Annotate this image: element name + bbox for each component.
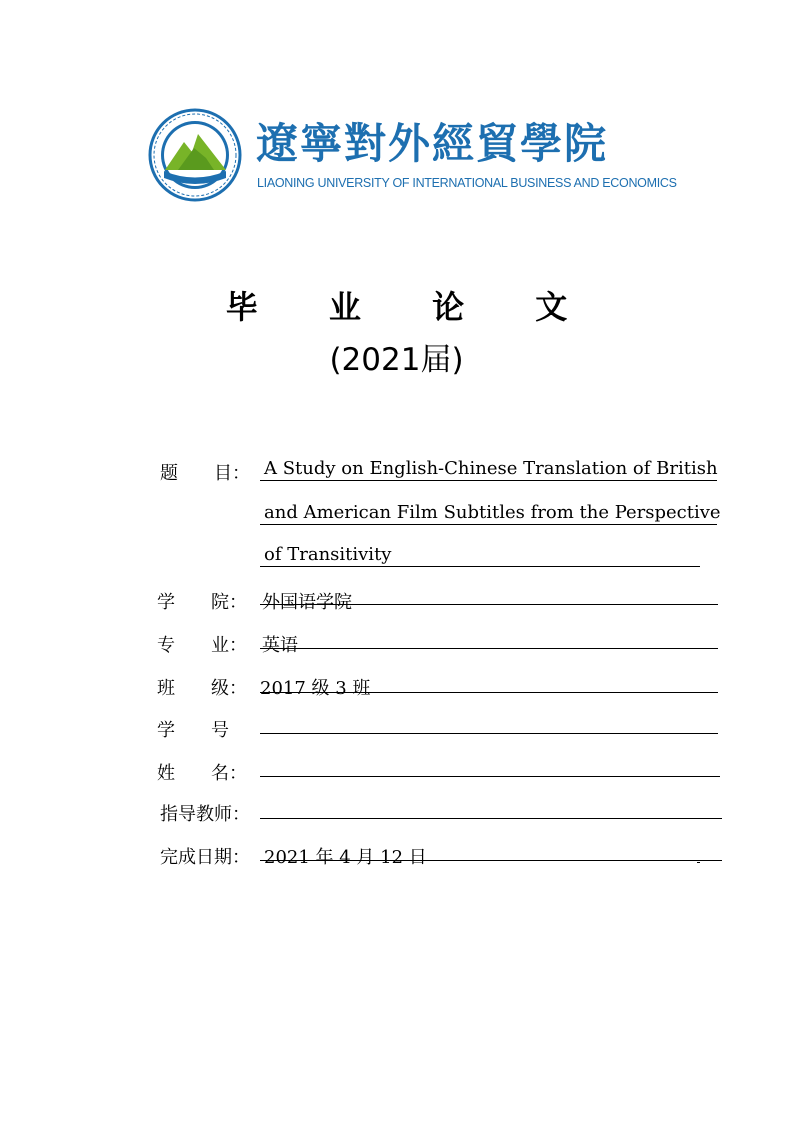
class-value: 2017 级 3 班: [260, 678, 371, 699]
topic-label: 题 目：: [160, 463, 250, 484]
date-underline: [260, 860, 722, 861]
name-underline: [260, 776, 720, 777]
student-id-label: 学 号: [157, 720, 229, 741]
class-underline: [260, 692, 718, 693]
topic-underline-2: [260, 524, 717, 525]
date-label: 完成日期：: [160, 847, 250, 868]
name-label: 姓 名：: [157, 763, 247, 784]
topic-line-2: and American Film Subtitles from the Perspective: [264, 502, 721, 523]
topic-line-3: of Transitivity: [264, 544, 392, 565]
college-value: 外国语学院: [262, 592, 352, 613]
graduation-year: (2021届): [329, 342, 464, 378]
major-underline: [260, 648, 718, 649]
class-label: 班 级：: [157, 678, 247, 699]
college-underline: [260, 604, 718, 605]
stray-mark: [697, 862, 700, 863]
university-name-cn: 遼寧對外經貿學院: [256, 119, 609, 168]
document-title: 毕 业 论 文: [225, 288, 598, 326]
major-value: 英语: [262, 635, 298, 656]
major-label: 专 业：: [157, 635, 247, 656]
university-name-en: LIAONING UNIVERSITY OF INTERNATIONAL BUSINESS AND ECONOMICS: [257, 176, 677, 190]
date-value: 2021 年 4 月 12 日: [264, 847, 427, 868]
college-label: 学 院：: [157, 592, 247, 613]
topic-line-1: A Study on English-Chinese Translation of British: [264, 458, 718, 479]
advisor-label: 指导教师：: [160, 804, 250, 825]
advisor-underline: [260, 818, 722, 819]
student-id-underline: [260, 733, 718, 734]
topic-underline-1: [260, 480, 717, 481]
university-seal-icon: [148, 108, 242, 202]
topic-underline-3: [260, 566, 700, 567]
